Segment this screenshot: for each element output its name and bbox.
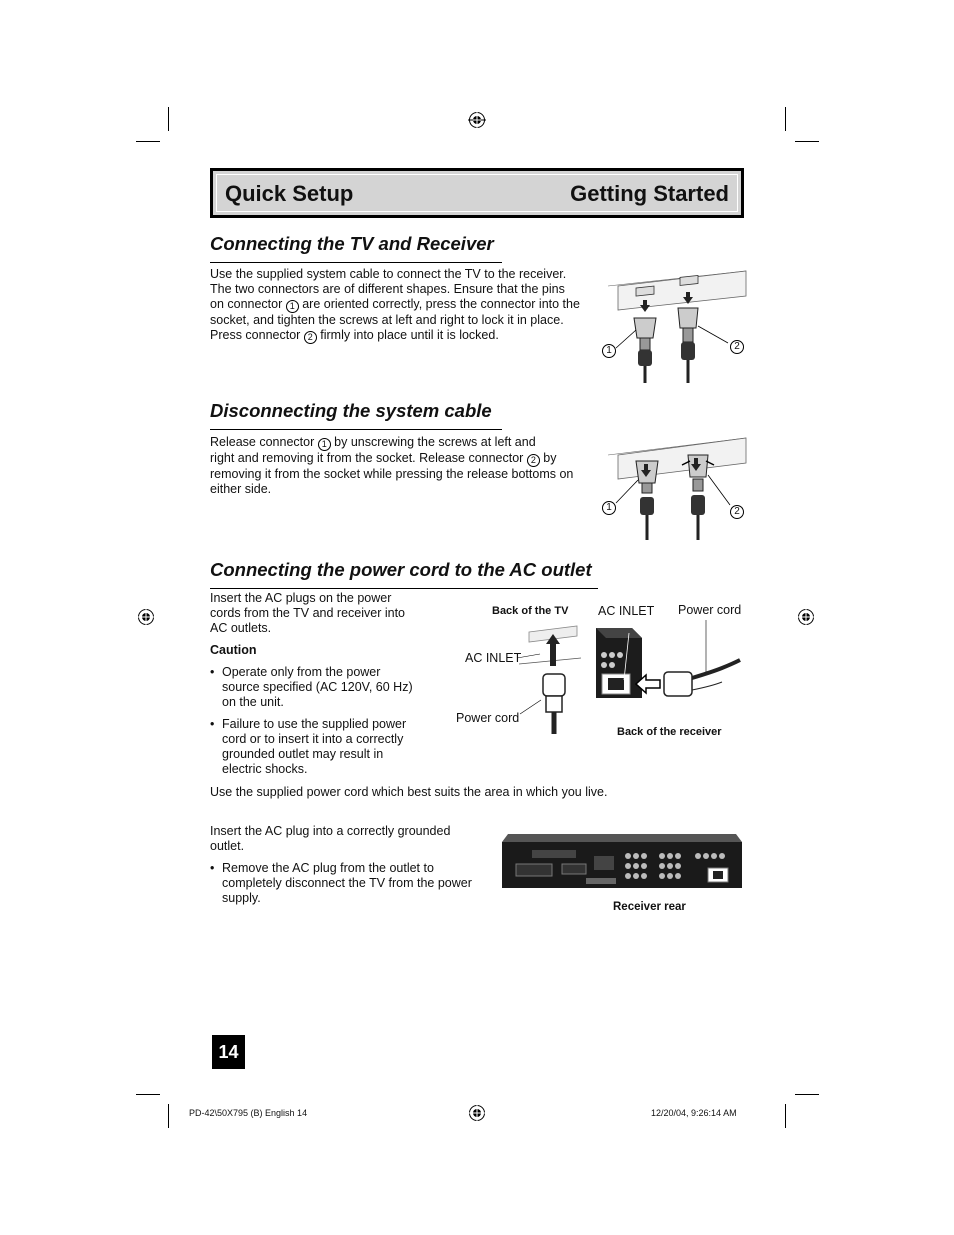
text-line: completely disconnect the TV from the power xyxy=(222,876,472,890)
crop-mark xyxy=(785,107,786,131)
receiver-ac-inlet-illustration xyxy=(596,620,741,700)
caution-bullet xyxy=(210,717,452,777)
section4-intro xyxy=(210,824,490,854)
connect-cable-illustration xyxy=(598,268,748,383)
text-line: Press connector 2 firmly into place until it is locked. xyxy=(210,328,499,342)
label-ac-inlet: AC INLET xyxy=(598,604,655,618)
section1-body xyxy=(210,267,590,344)
label-ac-inlet: AC INLET xyxy=(465,651,522,665)
registration-mark-icon xyxy=(797,608,815,626)
power-cord-note: Use the supplied power cord which best suits the area in which you live. xyxy=(210,785,608,799)
text-line: Release connector 1 by unscrewing the screws at left and xyxy=(210,435,536,449)
text-line: Insert the AC plug into a correctly grounded xyxy=(210,824,451,838)
caution-bullet xyxy=(210,665,452,710)
header-banner xyxy=(210,168,744,218)
figure-label-2: 2 xyxy=(730,340,744,354)
section3-intro xyxy=(210,591,440,636)
registration-mark-icon xyxy=(468,111,486,129)
connector-number-badge: 2 xyxy=(527,454,540,467)
crop-mark xyxy=(136,1094,160,1095)
text-line: cords from the TV and receiver into xyxy=(210,606,405,620)
receiver-rear-illustration xyxy=(502,834,744,892)
label-power-cord: Power cord xyxy=(456,711,520,725)
text-line: cord or to insert it into a correctly xyxy=(222,732,404,746)
crop-mark xyxy=(136,141,160,142)
connector-number-badge: 2 xyxy=(304,331,317,344)
section-rule xyxy=(210,262,502,263)
header-right-title: Getting Started xyxy=(570,181,729,206)
crop-mark xyxy=(795,141,819,142)
text-line: outlet. xyxy=(210,839,245,853)
text-line: The two connectors are of different shapes. Ensure that the pins xyxy=(210,282,565,296)
text-line: socket, and tighten the screws at left and right to lock it in place. xyxy=(210,313,564,327)
figure-caption-back-of-receiver: Back of the receiver xyxy=(617,726,722,738)
text-line: on connector 1 are oriented correctly, press the connector into the xyxy=(210,297,580,311)
section-rule xyxy=(210,588,598,589)
figure-caption-receiver-rear: Receiver rear xyxy=(613,901,686,913)
section2-body xyxy=(210,435,590,497)
figure-label-1: 1 xyxy=(602,501,616,515)
registration-mark-icon xyxy=(137,608,155,626)
caution-heading: Caution xyxy=(210,643,257,657)
text-line: • Failure to use the supplied power xyxy=(222,717,407,731)
text-line: Insert the AC plugs on the power xyxy=(210,591,392,605)
text-line: either side. xyxy=(210,482,272,496)
section-title-connecting: Connecting the TV and Receiver xyxy=(210,233,494,254)
text-line: electric shocks. xyxy=(222,762,308,776)
registration-mark-icon xyxy=(468,1104,486,1122)
crop-mark xyxy=(168,107,169,131)
text-line: • Operate only from the power xyxy=(222,665,381,679)
figure-label-1: 1 xyxy=(602,344,616,358)
tv-ac-inlet-illustration xyxy=(515,622,585,734)
text-line: AC outlets. xyxy=(210,621,272,635)
footer-right: 12/20/04, 9:26:14 AM xyxy=(651,1108,737,1118)
footer-left: PD-42\50X795 (B) English 14 xyxy=(189,1108,308,1118)
figure-label-2: 2 xyxy=(730,505,744,519)
text-line: supply. xyxy=(222,891,261,905)
section-title-power-cord: Connecting the power cord to the AC outlet xyxy=(210,559,592,580)
connector-number-badge: 1 xyxy=(318,438,331,451)
text-line: source specified (AC 120V, 60 Hz) xyxy=(222,680,413,694)
section4-bullet xyxy=(210,861,502,906)
header-left-title: Quick Setup xyxy=(225,181,354,206)
section-rule xyxy=(210,429,502,430)
text-line: removing it from the socket while pressing the release bottoms on xyxy=(210,467,574,481)
section-title-disconnecting: Disconnecting the system cable xyxy=(210,400,492,421)
figure-caption-back-of-tv: Back of the TV xyxy=(492,605,569,617)
text-line: Use the supplied system cable to connect the TV to the receiver. xyxy=(210,267,567,281)
page-number: 14 xyxy=(212,1035,245,1069)
text-line: grounded outlet may result in xyxy=(222,747,384,761)
crop-mark xyxy=(785,1104,786,1128)
connector-number-badge: 1 xyxy=(286,300,299,313)
disconnect-cable-illustration xyxy=(598,435,748,540)
label-power-cord: Power cord xyxy=(678,603,742,617)
text-line: on the unit. xyxy=(222,695,284,709)
text-line: • Remove the AC plug from the outlet to xyxy=(222,861,434,875)
crop-mark xyxy=(168,1104,169,1128)
crop-mark xyxy=(795,1094,819,1095)
text-line: right and removing it from the socket. Release connector 2 by xyxy=(210,451,557,465)
